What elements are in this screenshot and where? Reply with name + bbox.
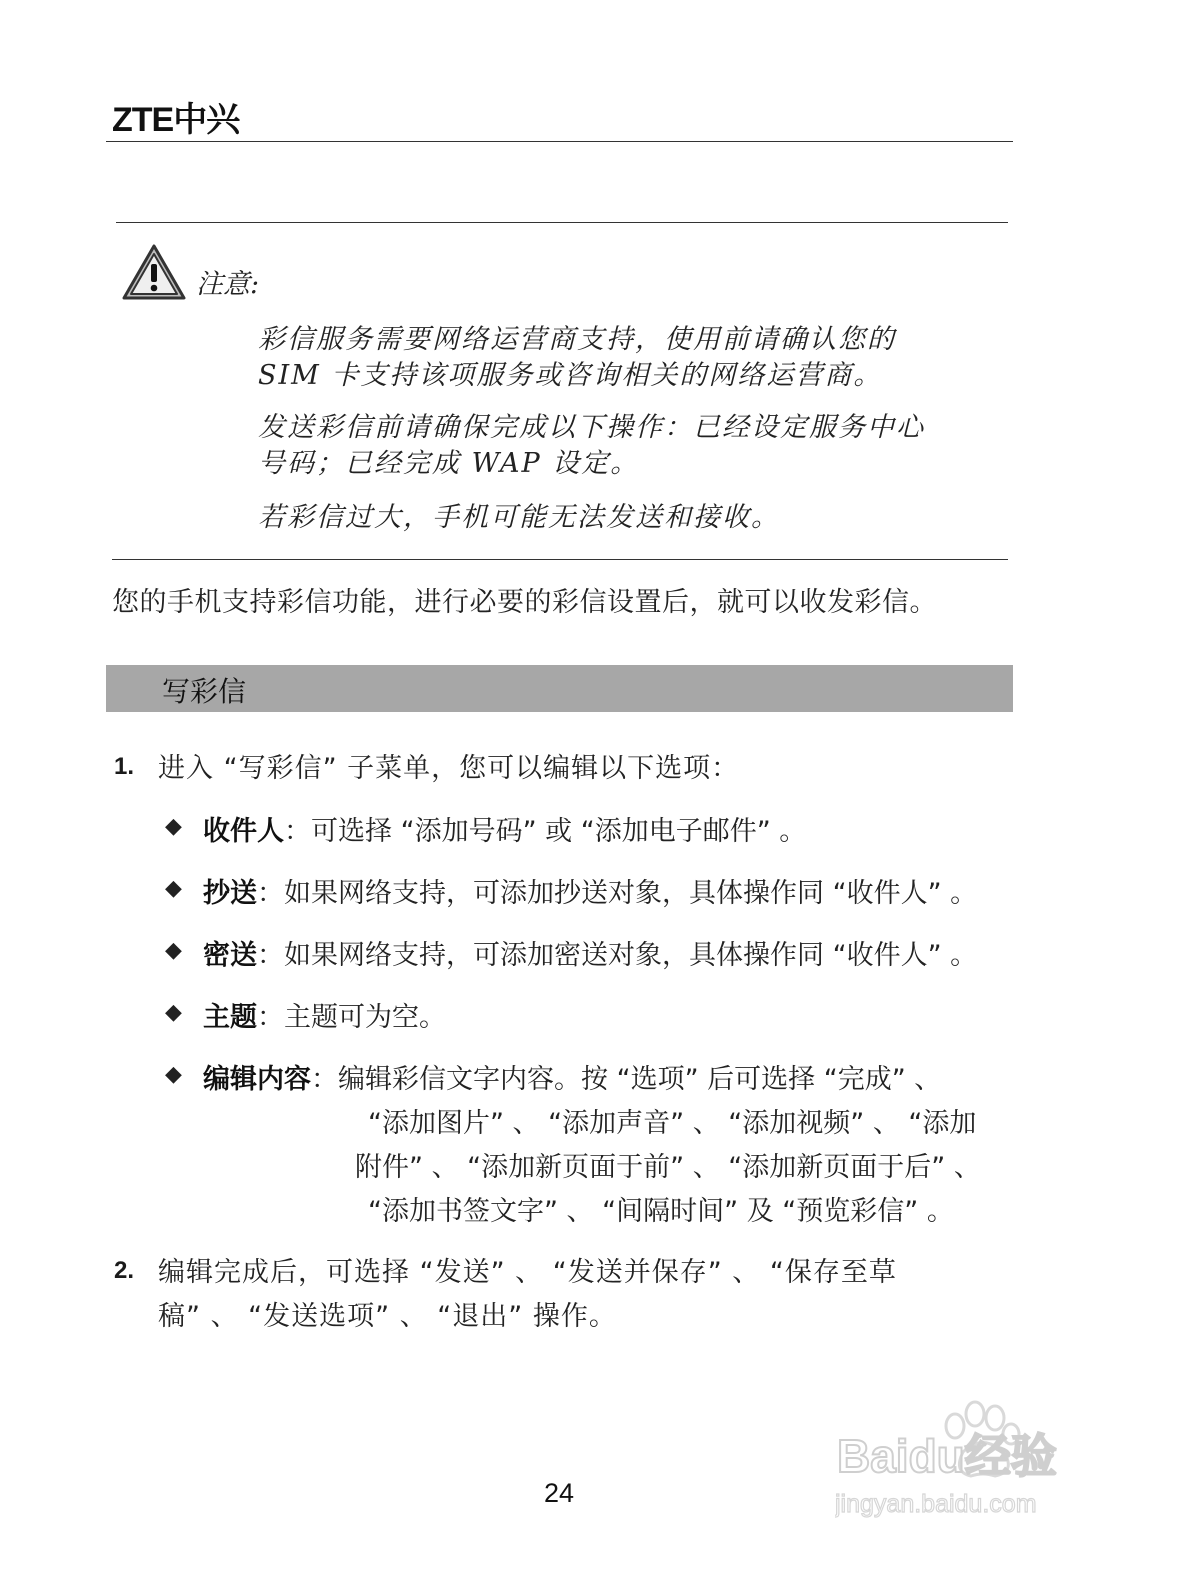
- option-continuation: “添加书签文字” 、 “间隔时间” 及 “预览彩信” 。: [368, 1196, 954, 1227]
- bullet-icon: ◆: [165, 876, 182, 901]
- zte-logo: ZTE中兴: [112, 101, 240, 139]
- option-continuation: 附件” 、 “添加新页面于前” 、 “添加新页面于后” 、: [355, 1152, 981, 1183]
- note-title: 注意:: [196, 269, 260, 300]
- warning-icon: [122, 243, 186, 301]
- note-paragraph-3: [258, 500, 1008, 536]
- section-title: 写彩信: [162, 675, 247, 708]
- option-cc: [203, 871, 977, 910]
- option-label: 编辑内容: [203, 1064, 311, 1095]
- note-top-rule: [116, 222, 1008, 223]
- note-line: SIM 卡支持该项服务或咨询相关的网络运营商。: [258, 360, 883, 391]
- option-edit-content: [203, 1057, 941, 1096]
- option-label: 收件人: [203, 816, 284, 847]
- option-text: ：如果网络支持，可添加抄送对象，具体操作同 “收件人” 。: [257, 878, 978, 909]
- option-text: ：主题可为空。: [257, 1002, 446, 1033]
- note-line: 若彩信过大，手机可能无法发送和接收。: [258, 502, 780, 533]
- baidu-watermark: [835, 1392, 1105, 1522]
- bullet-icon: ◆: [165, 938, 182, 963]
- step-2-text: 编辑完成后，可选择 “发送” 、 “发送并保存” 、 “保存至草: [158, 1257, 897, 1288]
- option-label: 密送: [203, 940, 257, 971]
- option-text: ：可选择 “添加号码” 或 “添加电子邮件” 。: [284, 816, 807, 847]
- option-text: ：编辑彩信文字内容。按 “选项” 后可选择 “完成” 、: [311, 1064, 942, 1095]
- step-number: 1.: [114, 753, 135, 780]
- option-text: ：如果网络支持，可添加密送对象，具体操作同 “收件人” 。: [257, 940, 978, 971]
- note-paragraph-1: [258, 322, 1008, 394]
- option-subject: [203, 995, 446, 1034]
- intro-text: 您的手机支持彩信功能，进行必要的彩信设置后，就可以收发彩信。: [112, 587, 937, 618]
- step-1-text: 进入 “写彩信” 子菜单，您可以编辑以下选项：: [158, 753, 740, 784]
- section-header: [106, 665, 1013, 712]
- option-bcc: [203, 933, 977, 972]
- bullet-icon: ◆: [165, 814, 182, 839]
- step-number: 2.: [114, 1257, 135, 1284]
- note-line: 彩信服务需要网络运营商支持，使用前请确认您的: [258, 324, 896, 355]
- step-2-text: 稿” 、 “发送选项” 、 “退出” 操作。: [158, 1301, 617, 1332]
- page-number: 24: [544, 1478, 575, 1508]
- option-label: 抄送: [203, 878, 257, 909]
- bullet-icon: ◆: [165, 1062, 182, 1087]
- option-label: 主题: [203, 1002, 257, 1033]
- note-bottom-rule: [112, 559, 1008, 560]
- note-line: 号码；已经完成 WAP 设定。: [258, 448, 640, 479]
- note-paragraph-2: [258, 410, 1008, 482]
- option-recipient: [203, 809, 806, 848]
- note-line: 发送彩信前请确保完成以下操作：已经设定服务中心: [258, 412, 925, 443]
- bullet-icon: ◆: [165, 1000, 182, 1025]
- watermark-url: jingyan.baidu.com: [835, 1490, 1037, 1518]
- header-rule: [106, 141, 1013, 142]
- option-continuation: “添加图片” 、 “添加声音” 、 “添加视频” 、 “添加: [368, 1108, 977, 1139]
- watermark-brand: Baidu经验: [837, 1430, 1057, 1482]
